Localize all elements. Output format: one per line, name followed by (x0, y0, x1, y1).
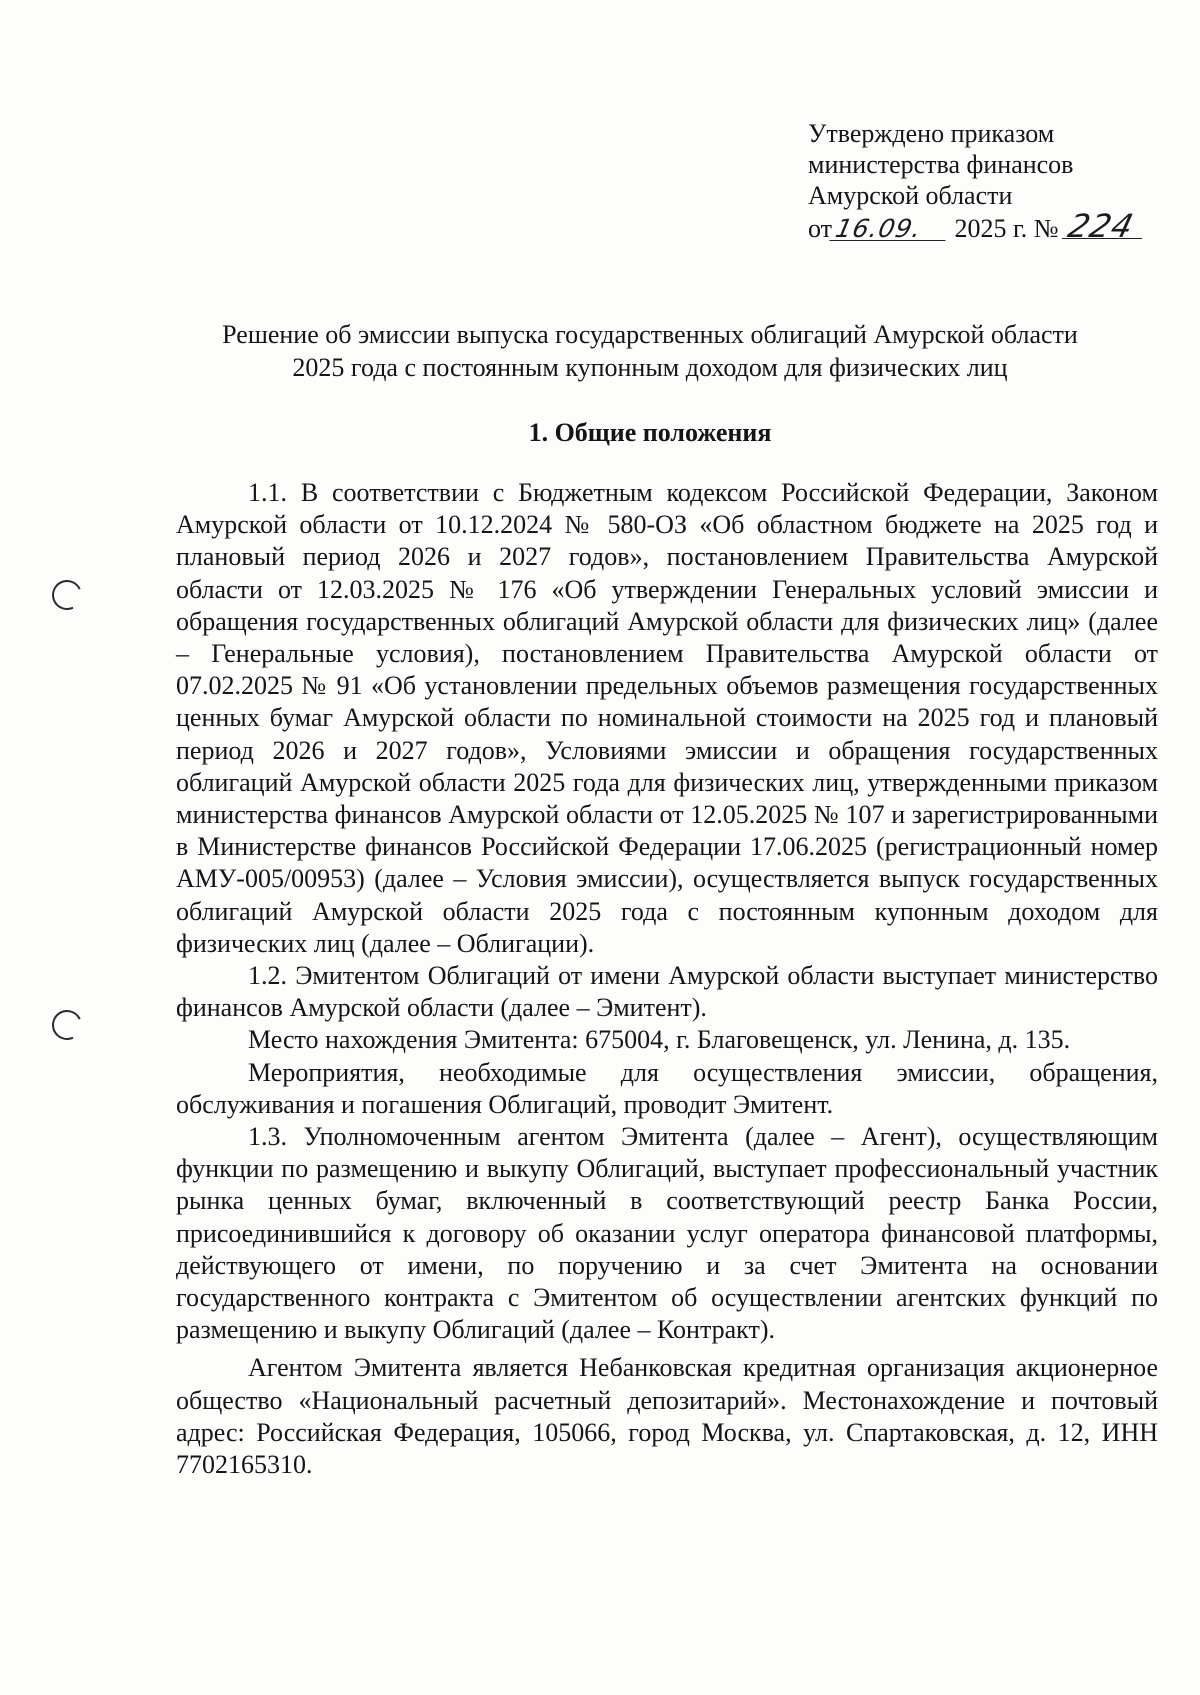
document-body (176, 477, 1158, 1481)
paragraph-issuer-location: Место нахождения Эмитента: 675004, г. Благовещенск, ул. Ленина, д. 135. (248, 1025, 1071, 1055)
approval-line-3: Амурской области (808, 181, 1013, 210)
handwritten-date: 16.09. (829, 213, 952, 244)
paragraph-issuer-activities: Мероприятия, необходимые для осуществления эмиссии, обращения, обслуживания и погашения Облигаций, проводит Эмитент. (176, 1057, 1158, 1119)
approval-date-line (808, 207, 1145, 245)
punch-hole-mark-top (48, 576, 86, 614)
approval-line-2: министерства финансов (808, 150, 1074, 179)
paragraph-agent: Агентом Эмитента является Небанковская кредитная организация акционерное общество «Национальный расчетный депозитарий». Местонахождение и почтовый адрес: Российская Федерация, 105066, город Москва, ул. Спартаковская, д. 12, ИНН 7702165310. (176, 1353, 1158, 1480)
approval-stamp-block (808, 118, 1145, 244)
document-title (150, 318, 1150, 384)
section-heading: 1. Общие положения (528, 418, 772, 447)
handwritten-order-number: 224 (1061, 211, 1149, 242)
document-title-line-2: 2025 года с постоянным купонным доходом для физических лиц (292, 353, 1008, 382)
approval-prefix: от (808, 214, 833, 243)
paragraph-1-3: 1.3. Уполномоченным агентом Эмитента (далее – Агент), осуществляющим функции по размещению и выкупу Облигаций, выступает профессиональный участник рынка ценных бумаг, включенный в соответствующий реестр Банка России, присоединившийся к договору об оказании услуг оператора финансовой платформы, действующего от имени, по поручению и за счет Эмитента на основании государственного контракта с Эмитентом об осуществлении агентских функций по размещению и выкупу Облигаций (далее – Контракт). (176, 1122, 1158, 1345)
punch-hole-mark-bottom (48, 1006, 86, 1044)
paragraph-1-1: 1.1. В соответствии с Бюджетным кодексом Российской Федерации, Законом Амурской области от 10.12.2024 № 580-ОЗ «Об областном бюджете на 2025 год и плановый период 2026 и 2027 годов», постановлением Правительства Амурской области от 12.03.2025 № 176 «Об утверждении Генеральных условий эмиссии и обращения государственных облигаций Амурской области для физических лиц» (далее – Генеральные условия), постановлением Правительства Амурской области от 07.02.2025 № 91 «Об установлении предельных объемов размещения государственных ценных бумаг Амурской области по номинальной стоимости на 2025 год и плановый период 2026 и 2027 годов», Условиями эмиссии и обращения государственных облигаций Амурской области 2025 года для физических лиц, утвержденными приказом министерства финансов Амурской области от 12.05.2025 № 107 и зарегистрированными в Министерстве финансов Российской Федерации 17.06.2025 (регистрационный номер АМУ-005/00953) (далее – Условия эмиссии), осуществляется выпуск государственных облигаций Амурской области 2025 года с постоянным купонным доходом для физических лиц (далее – Облигации). (176, 478, 1158, 958)
paragraph-1-2: 1.2. Эмитентом Облигаций от имени Амурской области выступает министерство финансов Амурской области (далее – Эмитент). (176, 961, 1158, 1023)
approval-year-text: 2025 г. № (954, 214, 1059, 243)
approval-line-1: Утверждено приказом (808, 119, 1055, 148)
document-title-line-1: Решение об эмиссии выпуска государственных облигаций Амурской области (222, 320, 1078, 349)
